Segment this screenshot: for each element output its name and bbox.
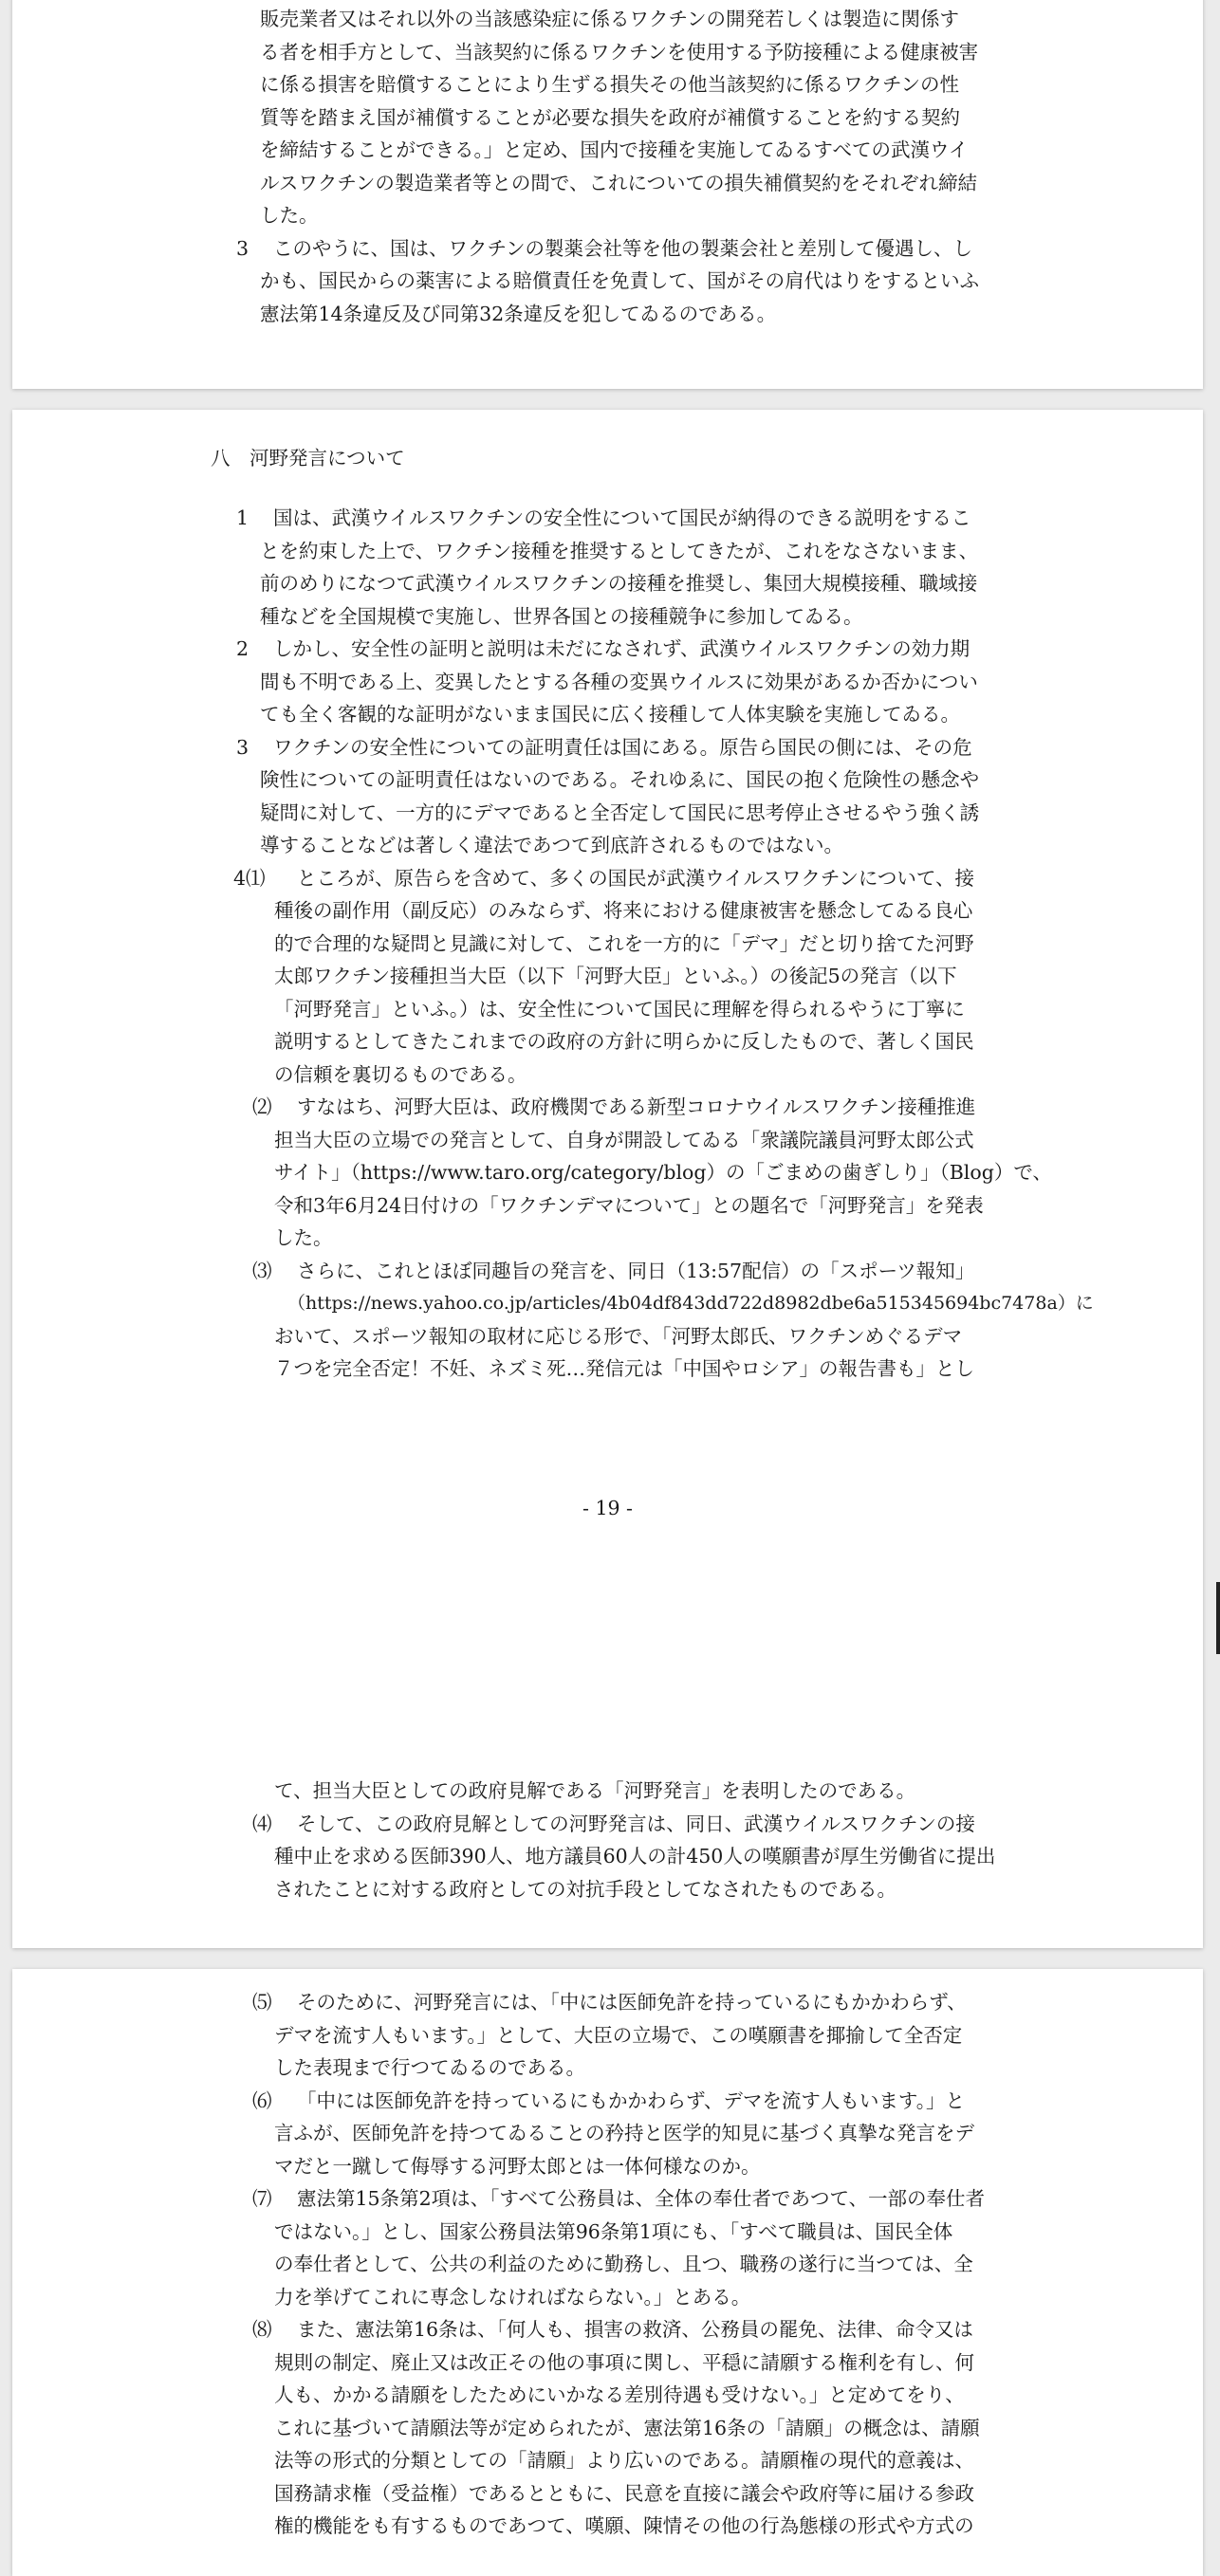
text-line: 法等の形式的分類としての「請願」より広いのである。請願権の現代的意義は、 [274,2449,974,2472]
item-number: ⑵ [252,1095,272,1118]
text-line: 疑問に対して、一方的にデマであると全否定して国民に思考停止させるやう強く誘 [260,800,980,824]
item-number: ⑸ [252,1991,272,2014]
text-line: ７つを完全否定！不妊、ネズミ死…発信元は「中国やロシア」の報告書も」とし [274,1357,974,1380]
text-line: 「中には医師免許を持っているにもかかわらず、デマを流す人もいます。」と [297,2088,965,2112]
text-line: 的で合理的な疑問と見識に対して、これを一方的に「デマ」だと切り捨てた河野 [274,931,974,955]
text-line: の奉仕者として、公共の利益のために勤務し、且つ、職務の遂行に当つては、全 [274,2253,973,2275]
text-line: （https://news.yahoo.co.jp/articles/4b04df843dd722d8982dbe6a515345694bc7478a）に [287,1293,1094,1314]
text-line: また、憲法第16条は、「何人も、損害の救済、公務員の罷免、法律、命令又は [297,2318,973,2341]
scrollbar-thumb[interactable] [1216,1582,1220,1654]
text-line: 種などを全国規模で実施し、世界各国との接種競争に参加してゐる。 [260,604,863,628]
text-line: した。 [274,1226,333,1249]
text-line: 人も、かかる請願をしたためにいかなる差別待遇も受けない。」と定めてをり、 [274,2383,965,2406]
text-line: すなはち、河野大臣は、政府機関である新型コロナウイルスワクチン接種推進 [297,1095,976,1118]
text-line: されたことに対する政府としての対抗手段としてなされたものである。 [274,1877,897,1901]
item-number: 4⑴ [233,866,266,890]
section-heading: 八 河野発言について [211,447,405,469]
text-line: 種後の副作用（副反応）のみならず、将来における健康被害を懸念してゐる良心 [274,899,973,922]
text-line: おいて、スポーツ報知の取材に応じる形で、「河野太郎氏、ワクチンめぐるデマ [274,1324,963,1348]
text-line: 権的機能をも有するものであつて、嘆願、陳情その他の行為態様の形式や方式の [274,2514,974,2537]
item-number: ⑹ [252,2088,272,2112]
text-line: ワクチンの安全性についての証明責任は国にある。原告ら国民の側には、その危 [273,735,972,759]
text-line: 規則の制定、廃止又は改正その他の事項に関し、平穏に請願する権利を有し、何 [274,2350,974,2374]
document-page-1 [12,0,1203,389]
text-line: 前のめりになつて武漢ウイルスワクチンの接種を推奨し、集団大規模接種、職域接 [260,572,978,595]
text-line: 険性についての証明責任はないのである。それゆゑに、国民の抱く危険性の懸念や [260,768,980,791]
item-number: 1 [236,506,250,529]
text-line: の信頼を裏切るものである。 [274,1062,527,1086]
text-line: を締結することができる。」と定め、国内で接種を実施してゐるすべての武漢ウイ [260,138,969,161]
text-line: とを約束した上で、ワクチン接種を推奨するとしてきたが、これをなさないまま、 [260,539,979,562]
text-line: 言ふが、医師免許を持つてゐることの矜持と医学的知見に基づく真摯な発言をデ [274,2122,974,2144]
document-page-3 [12,1969,1203,2576]
item-number: ⑷ [252,1812,272,1835]
text-line: 説明するとしてきたこれまでの政府の方針に明らかに反したもので、著しく国民 [274,1030,974,1053]
text-line: 憲法第14条違反及び同第32条違反を犯してゐるのである。 [260,302,777,325]
text-line: 担当大臣の立場での発言として、自身が開設してゐる「衆議院議員河野太郎公式 [274,1128,974,1151]
text-line: そのために、河野発言には、「中には医師免許を持っているにもかかわらず、 [297,1991,967,2014]
text-line: した表現まで行つてゐるのである。 [274,2056,585,2079]
text-line: 憲法第15条第2項は、「すべて公務員は、全体の奉仕者であつて、一部の奉仕者 [297,2187,986,2210]
text-line: そして、この政府見解としての河野発言は、同日、武漢ウイルスワクチンの接 [297,1812,975,1835]
item-number: 3 [236,236,250,260]
text-line: かも、国民からの薬害による賠償責任を免責して、国がその肩代はりをするといふ [260,269,980,292]
document-page-2 [12,410,1203,1948]
text-line: ところが、原告らを含めて、多くの国民が武漢ウイルスワクチンについて、接 [297,866,975,890]
text-line: 令和3年6月24日付けの「ワクチンデマについて」との題名で「河野発言」を発表 [274,1193,984,1217]
text-line: 種中止を求める医師390人、地方議員60人の計450人の嘆願書が厚生労働省に提出 [274,1845,996,1868]
item-number: 3 [236,735,250,759]
text-line: 太郎ワクチン接種担当大臣（以下「河野大臣」といふ。）の後記5の発言（以下 [274,965,957,987]
text-line: 国務請求権（受益権）であるとともに、民意を直接に議会や政府等に届ける参政 [274,2481,974,2505]
item-number: ⑻ [252,2318,272,2341]
page-number: - 19 - [582,1496,633,1519]
text-line: デマを流す人もいます。」として、大臣の立場で、この嘆願書を揶揄して全否定 [274,2023,963,2047]
text-line: る者を相手方として、当該契約に係るワクチンを使用する予防接種による健康被害 [260,40,979,64]
text-line: て、担当大臣としての政府見解である「河野発言」を表明したのである。 [274,1779,916,1802]
text-line: ても全く客観的な証明がないまま国民に広く接種して人体実験を実施してゐる。 [260,703,960,726]
text-line: ではない。」とし、国家公務員法第96条第1項にも、「すべて職員は、国民全体 [274,2219,953,2243]
text-line: マだと一蹴して侮辱する河野太郎とは一体何様なのか。 [274,2154,761,2178]
text-line: 質等を踏まえ国が補償することが必要な損失を政府が補償することを約する契約 [260,105,960,129]
item-number: ⑶ [252,1259,272,1282]
text-line: これに基づいて請願法等が定められたが、憲法第16条の「請願」の概念は、請願 [274,2416,980,2439]
text-line: 間も不明である上、変異したとする各種の変異ウイルスに効果があるか否かについ [260,670,978,693]
text-line: さらに、これとほぼ同趣旨の発言を、同日（13:57配信）の「スポーツ報知」 [297,1259,975,1282]
text-line: 導することなどは著しく違法であつて到底許されるものではない。 [260,834,843,856]
text-line: サイト」（https://www.taro.org/category/blog）の「ごまめの歯ぎしり」（Blog）で、 [274,1161,1052,1184]
text-line: このやうに、国は、ワクチンの製薬会社等を他の製薬会社と差別して優遇し、し [273,236,972,260]
text-line: に係る損害を賠償することにより生ずる損失その他当該契約に係るワクチンの性 [260,73,959,96]
item-number: 2 [236,637,250,660]
text-line: 国は、武漢ウイルスワクチンの安全性について国民が納得のできる説明をするこ [273,506,971,529]
item-number: ⑺ [252,2187,272,2210]
text-line: 力を挙げてこれに専念しなければならない。」とある。 [274,2285,751,2309]
text-line: ルスワクチンの製造業者等との間で、これについての損失補償契約をそれぞれ締結 [260,171,978,194]
text-line: 「河野発言」といふ。）は、安全性について国民に理解を得られるやうに丁寧に [274,997,965,1021]
text-line: した。 [260,204,319,227]
text-line: 販売業者又はそれ以外の当該感染症に係るワクチンの開発若しくは製造に関係す [260,8,959,30]
text-line: しかし、安全性の証明と説明は未だになされず、武漢ウイルスワクチンの効力期 [273,637,970,660]
